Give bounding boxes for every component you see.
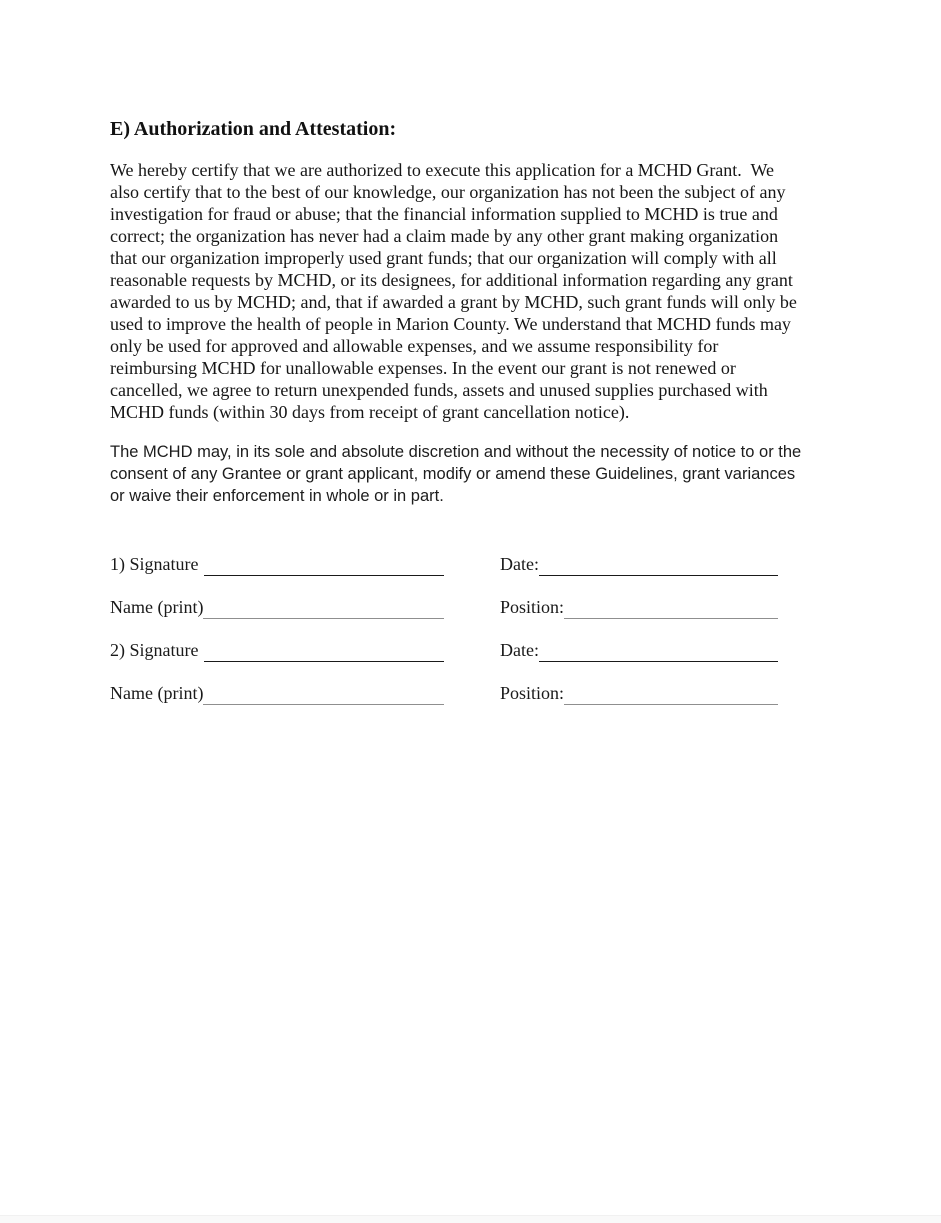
signature-1-field <box>110 552 444 576</box>
date-2-label: Date: <box>500 640 539 660</box>
signature-1-line <box>204 554 444 576</box>
section-heading: E) Authorization and Attestation: <box>110 118 397 140</box>
date-1-field <box>500 552 778 576</box>
date-1-label: Date: <box>500 554 539 574</box>
name-2-line <box>203 683 444 705</box>
amendment-paragraph: The MCHD may, in its sole and absolute discretion and without the necessity of notice to or the consent of any Grantee or grant applicant, modify or amend these Guidelines, grant variances or waive their enforcement in whole or in part. <box>110 443 802 505</box>
name-2-label: Name (print) <box>110 683 204 703</box>
name-2-field <box>110 681 444 705</box>
name-1-field <box>110 595 444 619</box>
date-1-line <box>539 554 778 576</box>
position-1-line <box>564 597 778 619</box>
date-2-field <box>500 638 778 662</box>
name-1-label: Name (print) <box>110 597 204 617</box>
name-1-line <box>203 597 444 619</box>
document-body <box>110 116 922 705</box>
position-1-label: Position: <box>500 597 565 617</box>
date-2-line <box>539 640 778 662</box>
signature-2-line <box>204 640 444 662</box>
position-1-field <box>500 595 778 619</box>
position-2-label: Position: <box>500 683 565 703</box>
signature-1-label: 1) Signature <box>110 554 199 574</box>
signature-2-label: 2) Signature <box>110 640 199 660</box>
page-bottom-edge <box>0 1215 941 1223</box>
position-2-field <box>500 681 778 705</box>
position-2-line <box>564 683 778 705</box>
signature-block <box>110 552 922 705</box>
signature-2-field <box>110 638 444 662</box>
attestation-paragraph: We hereby certify that we are authorized to execute this application for a MCHD Grant. We also certify that to the best of our knowledge, our organization has not been the subject of any investigation for fraud or abuse; that the financial information supplied to MCHD is true and correct; the organization has never had a claim made by any other grant making organization that our organization improperly used grant funds; that our organization will comply with all reasonable requests by MCHD, or its designees, for additional information regarding any grant awarded to us by MCHD; and, that if awarded a grant by MCHD, such grant funds will only be used to improve the health of people in Marion County. We understand that MCHD funds may only be used for approved and allowable expenses, and we assume responsibility for reimbursing MCHD for unallowable expenses. In the event our grant is not renewed or cancelled, we agree to return unexpended funds, assets and unused supplies purchased with MCHD funds (within 30 days from receipt of grant cancellation notice). <box>110 160 797 422</box>
